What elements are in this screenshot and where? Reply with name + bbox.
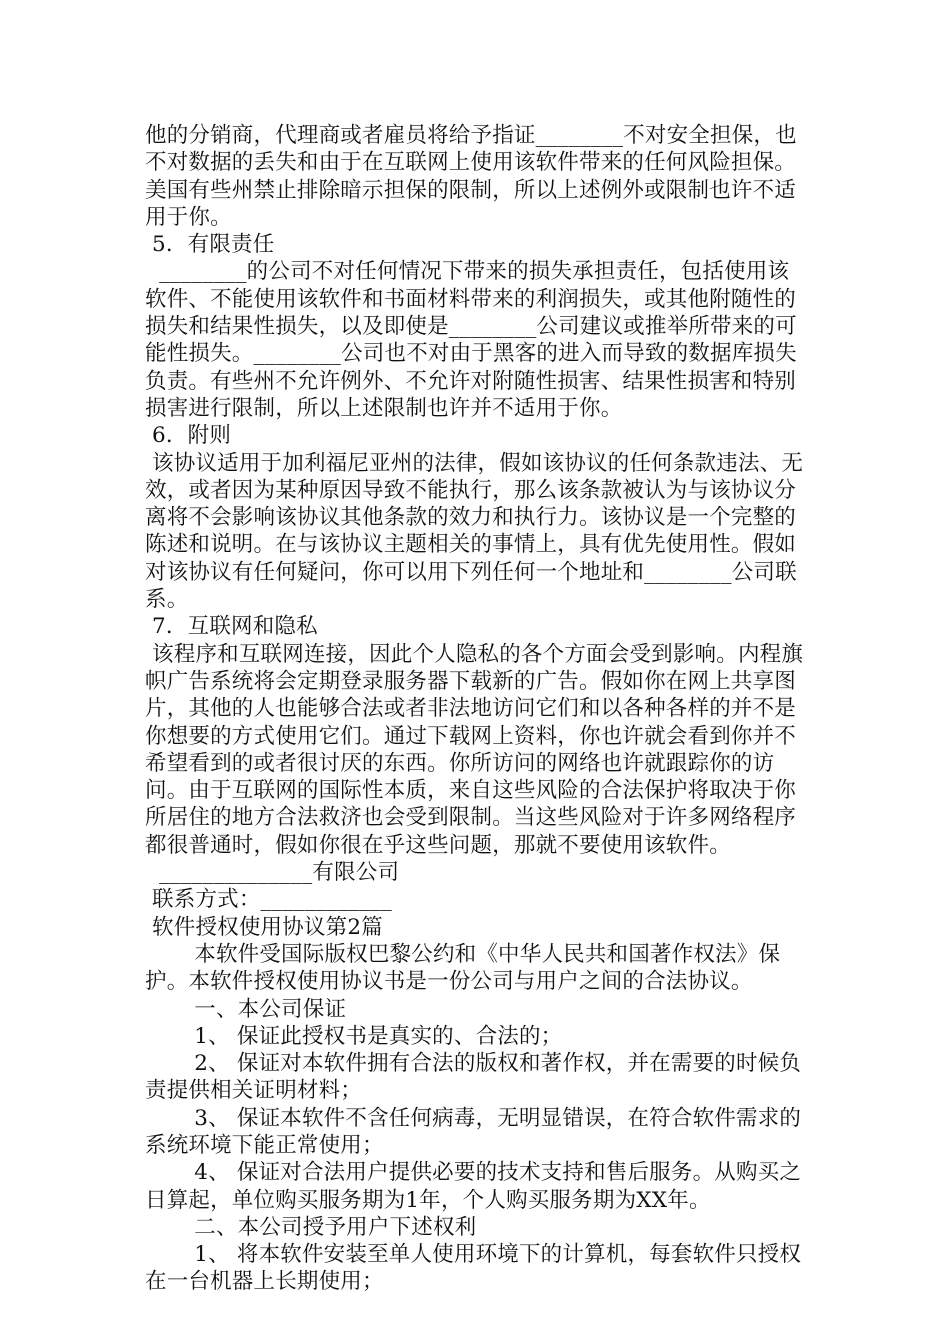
contact-line: 联系方式：____________ (145, 887, 392, 913)
guarantee-item-2: 2、 保证对本软件拥有合法的版权和著作权，并在需要的时候负责提供相关证明材料； (145, 1051, 802, 1104)
paragraph-internet-privacy: 该程序和互联网连接，因此个人隐私的各个方面会受到影响。内程旗帜广告系统将会定期登录服务器下载新的广告。假如你在网上共享图片，其他的人也能够合法或者非法地访问它们和以各种各样的并不是你想要的方式使用它们。通过下载网上资料，你也许就会看到你并不希望看到的或者很讨厌的东西。你所访问的网络也许就跟踪你的访问。由于互联网的国际性本质，来自这些风险的合法保护将取决于你所居住的地方合法救济也会受到限制。当这些风险对于许多网络程序都很普通时，假如你很在乎这些问题，那就不要使用该软件。 (145, 641, 804, 858)
guarantee-item-4: 4、 保证对合法用户提供必要的技术支持和售后服务。从购买之日算起，单位购买服务期为1年，个人购买服务期为XX年。 (145, 1160, 802, 1213)
heading-user-rights: 二、本公司授予用户下述权利 (145, 1214, 477, 1240)
company-signature: ______________有限公司 (145, 860, 400, 886)
paragraph-supplementary: 该协议适用于加利福尼亚州的法律，假如该协议的任何条款违法、无效，或者因为某种原因导致不能执行，那么该条款被认为与该协议分离将不会影响该协议其他条款的效力和执行力。该协议是一个完整的陈述和说明。在与该协议主题相关的事情上，具有优先使用性。假如对该协议有任何疑问，你可以用下列任何一个地址和________公司联系。 (145, 450, 804, 613)
guarantee-item-3: 3、 保证本软件不含任何病毒，无明显错误，在符合软件需求的系统环境下能正常使用； (145, 1105, 802, 1158)
heading-company-guarantee: 一、本公司保证 (145, 996, 347, 1022)
heading-limited-liability: 5．有限责任 (145, 232, 275, 258)
rights-item-1: 1、 将本软件安装至单人使用环境下的计算机，每套软件只授权在一台机器上长期使用； (145, 1242, 802, 1295)
paragraph-intro: 本软件受国际版权巴黎公约和《中华人民共和国著作权法》保护。本软件授权使用协议书是一份公司与用户之间的合法协议。 (145, 941, 781, 995)
guarantee-item-1: 1、 保证此授权书是真实的、合法的； (145, 1023, 563, 1049)
document-body (145, 122, 810, 1296)
section-title-2: 软件授权使用协议第2篇 (145, 914, 383, 940)
heading-internet-privacy: 7．互联网和隐私 (145, 614, 318, 640)
heading-supplementary: 6．附则 (145, 423, 232, 449)
paragraph-warranty-end: 他的分销商，代理商或者雇员将给予指证________不对安全担保，也不对数据的丢失和由于在互联网上使用该软件带来的任何风险担保。美国有些州禁止排除暗示担保的限制，所以上述例外或限制也许不适用于你。 (145, 123, 797, 230)
paragraph-limited-liability: ________的公司不对任何情况下带来的损失承担责任，包括使用该软件、不能使用该软件和书面材料带来的利润损失，或其他附随性的损失和结果性损失，以及即使是________公司建议或推举所带来的可能性损失。________公司也不对由于黑客的进入而导致的数据库损失负责。有些州不允许例外、不允许对附随性损害、结果性损害和特别损害进行限制，所以上述限制也许并不适用于你。 (145, 259, 797, 421)
